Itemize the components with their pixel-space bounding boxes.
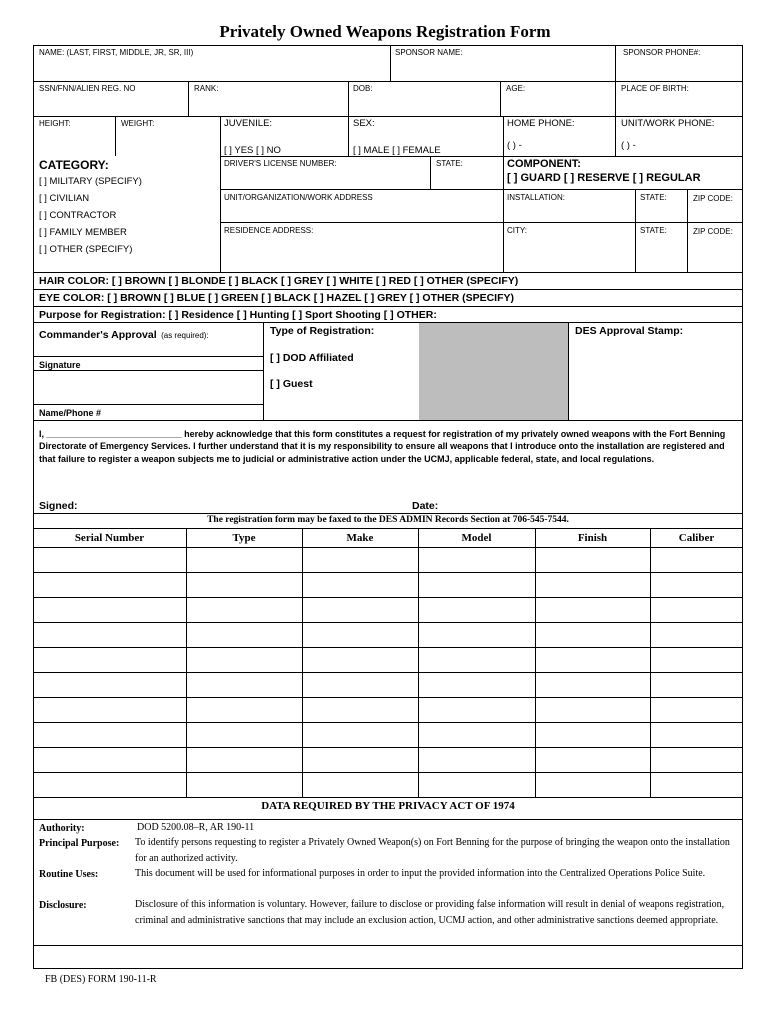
sex-options[interactable]: [ ] MALE [ ] FEMALE — [353, 145, 441, 156]
name-label: NAME: (LAST, FIRST, MIDDLE, JR, SR, III) — [39, 48, 194, 57]
authority-text: DOD 5200.08–R, AR 190-11 — [137, 822, 255, 833]
disclosure-text: Disclosure of this information is voluntary. However, failure to disclose or providing false information will result in denial of weapons registration, criminal and administrative sanctions that may include an exclusion action, UCMJ action, and other administrative sanctions deemed appropriate. — [135, 899, 725, 926]
age-label: AGE: — [506, 84, 526, 93]
des-approval-stamp-label: DES Approval Stamp: — [575, 325, 684, 337]
name-phone-label: Name/Phone # — [39, 408, 102, 418]
ssn-label: SSN/FNN/ALIEN REG. NO — [39, 84, 136, 93]
category-contractor[interactable]: [ ] CONTRACTOR — [39, 210, 117, 221]
authority-label: Authority: — [39, 823, 85, 834]
purpose-row[interactable]: Purpose for Registration: [ ] Residence [ ] Hunting [ ] Sport Shooting [ ] OTHER: — [39, 309, 437, 321]
home-phone-format: ( ) - — [507, 140, 522, 151]
birth-label: PLACE OF BIRTH: — [621, 84, 689, 93]
sex-label: SEX: — [353, 118, 375, 129]
juvenile-options[interactable]: [ ] YES [ ] NO — [224, 145, 281, 156]
commander-approval-label: Commander's Approval — [39, 329, 157, 341]
license-state-label: STATE: — [436, 159, 463, 168]
component-options[interactable]: [ ] GUARD [ ] RESERVE [ ] REGULAR — [507, 172, 701, 184]
residence-label: RESIDENCE ADDRESS: — [224, 226, 314, 235]
principal-purpose-text: To identify persons requesting to register a Privately Owned Weapon(s) on Fort Benning for the purpose of bringing the weapon onto the installation for an authorized activity. — [135, 837, 730, 864]
acknowledgement-text: I, ___________________________ hereby acknowledge that this form constitutes a request for registration of my privately owned weapons with the Fort Benning Directorate of Emergency Services. I further understand that it is my responsibility to ensure all weapons that I introduce onto the installation are registered and that failure to register a weapon subjects me to judicial or administrative action under the UCMJ, applicable federal, state, and local regulations. — [39, 429, 726, 464]
sponsor-name-label: SPONSOR NAME: — [395, 48, 463, 57]
form-number: FB (DES) FORM 190-11-R — [45, 974, 157, 985]
routine-uses-text: This document will be used for informational purposes in order to input the provided information into the Centralized Operations Police Suite. — [135, 868, 706, 879]
commander-approval-note: (as required): — [161, 331, 209, 340]
work-phone-label: UNIT/WORK PHONE: — [621, 118, 715, 129]
signature-label: Signature — [39, 360, 81, 370]
col-serial-number: Serial Number — [74, 532, 145, 544]
routine-uses-label: Routine Uses: — [39, 869, 99, 880]
registration-type-label: Type of Registration: — [270, 325, 375, 337]
category-other[interactable]: [ ] OTHER (SPECIFY) — [39, 244, 133, 255]
fax-note: The registration form may be faxed to the DES ADMIN Records Section at 706-545-7544. — [207, 515, 569, 525]
col-caliber: Caliber — [678, 532, 715, 544]
work-phone-format: ( ) - — [621, 140, 636, 151]
col-model: Model — [461, 532, 492, 544]
installation-zip-label: ZIP CODE: — [693, 194, 733, 203]
signed-label: Signed: — [39, 500, 78, 512]
height-label: HEIGHT: — [39, 119, 71, 128]
date-label: Date: — [412, 500, 439, 512]
commander-approval — [39, 325, 209, 343]
weight-label: WEIGHT: — [121, 119, 155, 128]
rank-label: RANK: — [194, 84, 219, 93]
unit-address-label: UNIT/ORGANIZATION/WORK ADDRESS — [224, 193, 373, 202]
dob-label: DOB: — [353, 84, 373, 93]
form-title: Privately Owned Weapons Registration Form — [219, 22, 551, 41]
juvenile-label: JUVENILE: — [224, 118, 273, 129]
guest-option[interactable]: [ ] Guest — [270, 378, 313, 390]
license-label: DRIVER'S LICENSE NUMBER: — [224, 159, 337, 168]
col-make: Make — [346, 532, 374, 544]
component-label: COMPONENT: — [507, 158, 581, 170]
principal-purpose-label: Principal Purpose: — [39, 838, 120, 849]
category-family-member[interactable]: [ ] FAMILY MEMBER — [39, 227, 127, 238]
approval-gray-box — [419, 323, 568, 420]
hair-color-row[interactable]: HAIR COLOR: [ ] BROWN [ ] BLONDE [ ] BLACK [ ] GREY [ ] WHITE [ ] RED [ ] OTHER (SPECIFY) — [39, 275, 519, 287]
installation-state-label: STATE: — [640, 193, 667, 202]
sponsor-phone-label: SPONSOR PHONE#: — [623, 48, 701, 57]
privacy-heading: DATA REQUIRED BY THE PRIVACY ACT OF 1974 — [261, 800, 515, 812]
residence-zip-label: ZIP CODE: — [693, 227, 733, 236]
category-label: CATEGORY: — [39, 158, 109, 172]
col-finish: Finish — [577, 532, 608, 544]
home-phone-label: HOME PHONE: — [507, 118, 575, 129]
eye-color-row[interactable]: EYE COLOR: [ ] BROWN [ ] BLUE [ ] GREEN [ ] BLACK [ ] HAZEL [ ] GREY [ ] OTHER (SPECIFY) — [39, 292, 515, 304]
residence-state-label: STATE: — [640, 226, 667, 235]
col-type: Type — [232, 532, 256, 544]
category-civilian[interactable]: [ ] CIVILIAN — [39, 193, 90, 204]
disclosure-label: Disclosure: — [39, 900, 87, 911]
dod-affiliated-option[interactable]: [ ] DOD Affiliated — [270, 352, 354, 364]
installation-label: INSTALLATION: — [507, 193, 565, 202]
category-military[interactable]: [ ] MILITARY (SPECIFY) — [39, 176, 142, 187]
city-label: CITY: — [507, 226, 528, 235]
